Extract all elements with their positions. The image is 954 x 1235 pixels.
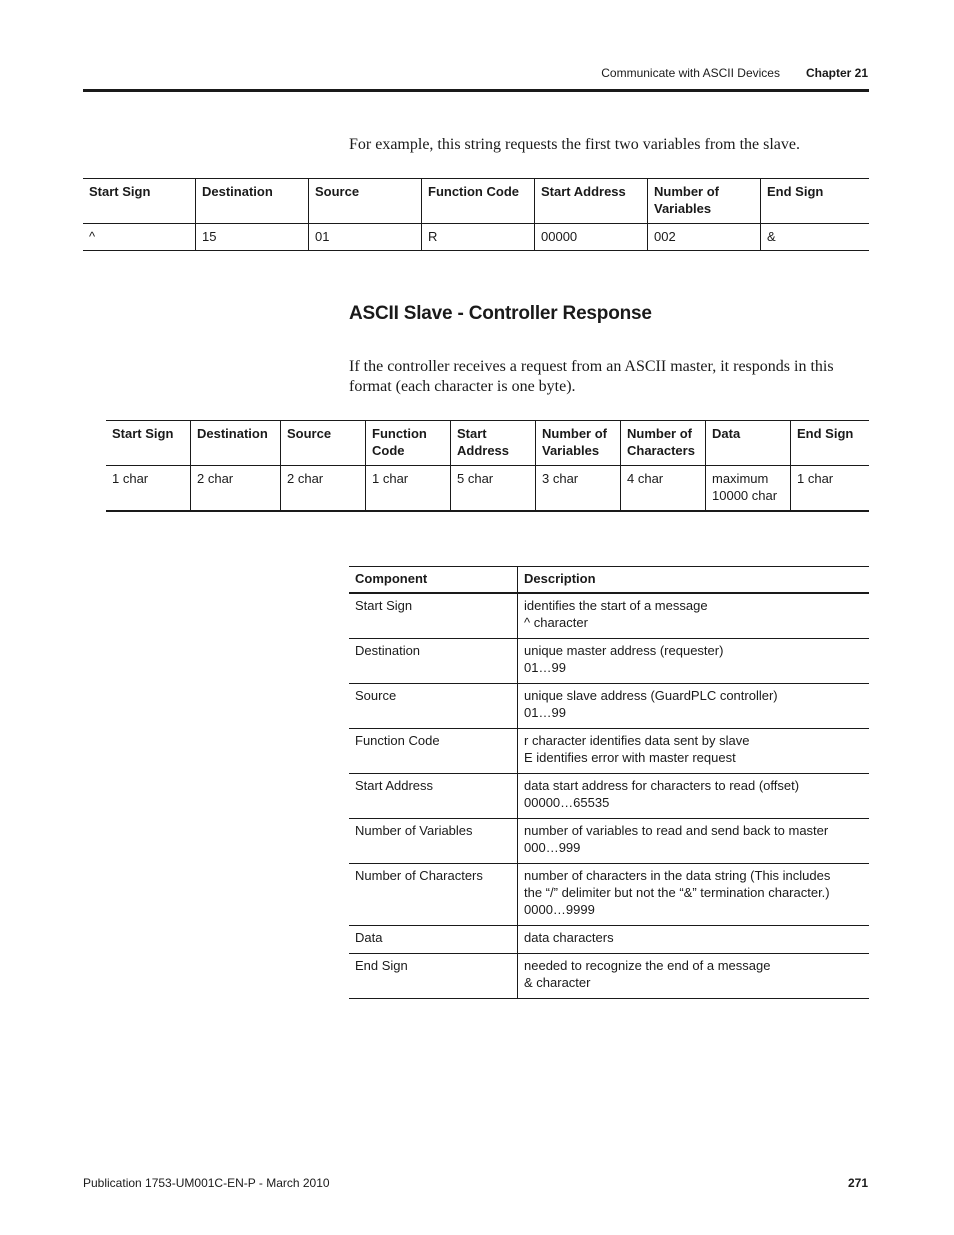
table-cell: 01 [309, 224, 422, 251]
table-header-cell: Start Address [535, 179, 648, 224]
component-cell: Source [349, 684, 518, 729]
intro-paragraph-2: If the controller receives a request from an ASCII master, it responds in this format (each character is one byte). [349, 358, 834, 395]
table-cell: 4 char [621, 466, 706, 512]
table-cell: R [422, 224, 535, 251]
description-cell: unique slave address (GuardPLC controller) 01…99 [518, 684, 870, 729]
table-header-cell: Destination [196, 179, 309, 224]
description-cell: number of variables to read and send back to master 000…999 [518, 819, 870, 864]
table-cell: 5 char [451, 466, 536, 512]
table-header-cell: Function Code [422, 179, 535, 224]
description-cell: data start address for characters to read (offset) 00000…65535 [518, 774, 870, 819]
table-header-cell: Description [518, 567, 870, 594]
table-cell: 3 char [536, 466, 621, 512]
table-header-cell: Source [309, 179, 422, 224]
header-rule [83, 89, 869, 92]
table-header-cell: Start Sign [83, 179, 196, 224]
header-section: Communicate with ASCII Devices [601, 66, 780, 80]
table-header-cell: Data [706, 421, 791, 466]
running-header [601, 66, 868, 80]
table-row [349, 639, 869, 684]
description-cell: identifies the start of a message ^ character [518, 593, 870, 639]
component-cell: Number of Variables [349, 819, 518, 864]
component-cell: Start Address [349, 774, 518, 819]
table-row [349, 864, 869, 926]
description-cell: needed to recognize the end of a message & character [518, 954, 870, 999]
table-header-cell: Start Sign [106, 421, 191, 466]
description-cell: unique master address (requester) 01…99 [518, 639, 870, 684]
footer-publication: Publication 1753-UM001C-EN-P - March 2010 [83, 1176, 330, 1190]
component-cell: Start Sign [349, 593, 518, 639]
table-header-cell: Number of Variables [536, 421, 621, 466]
table-cell: 2 char [191, 466, 281, 512]
table-cell: 1 char [791, 466, 870, 512]
description-cell: r character identifies data sent by slave E identifies error with master request [518, 729, 870, 774]
table-cell: 1 char [112, 471, 149, 486]
table-header-cell: Number of Characters [621, 421, 706, 466]
component-cell: Number of Characters [349, 864, 518, 926]
header-chapter: Chapter 21 [805, 66, 868, 80]
table-header-cell: Number of Variables [648, 179, 761, 224]
component-description-table [349, 566, 869, 999]
response-format-table [106, 420, 869, 512]
request-string-table [83, 178, 869, 251]
table-header-cell: Component [349, 567, 518, 594]
section-title: ASCII Slave - Controller Response [349, 303, 652, 324]
table-row [349, 954, 869, 999]
description-cell: number of characters in the data string (This includes the “/” delimiter but not the “&” termination character.) 0000…9999 [518, 864, 870, 926]
footer-page-number: 271 [847, 1176, 868, 1190]
component-cell: End Sign [349, 954, 518, 999]
table-row [349, 774, 869, 819]
table-row [349, 819, 869, 864]
table-header-row [106, 421, 869, 466]
table-cell: 00000 [535, 224, 648, 251]
component-cell: Data [349, 926, 518, 954]
table-cell: 15 [196, 224, 309, 251]
description-cell: data characters [518, 926, 870, 954]
table-header-cell: End Sign [791, 421, 870, 466]
table-header-cell: Start Address [451, 421, 536, 466]
table-header-cell: End Sign [761, 179, 870, 224]
table-cell: & [761, 224, 870, 251]
table-header-row [349, 567, 869, 594]
table-row [349, 593, 869, 639]
table-row [83, 224, 869, 251]
table-row [106, 466, 869, 512]
table-cell: maximum 10000 char [706, 466, 791, 512]
table-cell: 002 [648, 224, 761, 251]
table-row [349, 684, 869, 729]
table-row [349, 926, 869, 954]
table-cell: 1 char [366, 466, 451, 512]
table-header-cell: Function Code [366, 421, 451, 466]
intro-paragraph-1: For example, this string requests the first two variables from the slave. [349, 136, 801, 153]
component-cell: Function Code [349, 729, 518, 774]
table-row [349, 729, 869, 774]
table-header-cell: Source [281, 421, 366, 466]
table-cell: ^ [83, 224, 196, 251]
table-header-cell: Destination [191, 421, 281, 466]
component-cell: Destination [349, 639, 518, 684]
table-cell: 2 char [281, 466, 366, 512]
table-header-row [83, 179, 869, 224]
